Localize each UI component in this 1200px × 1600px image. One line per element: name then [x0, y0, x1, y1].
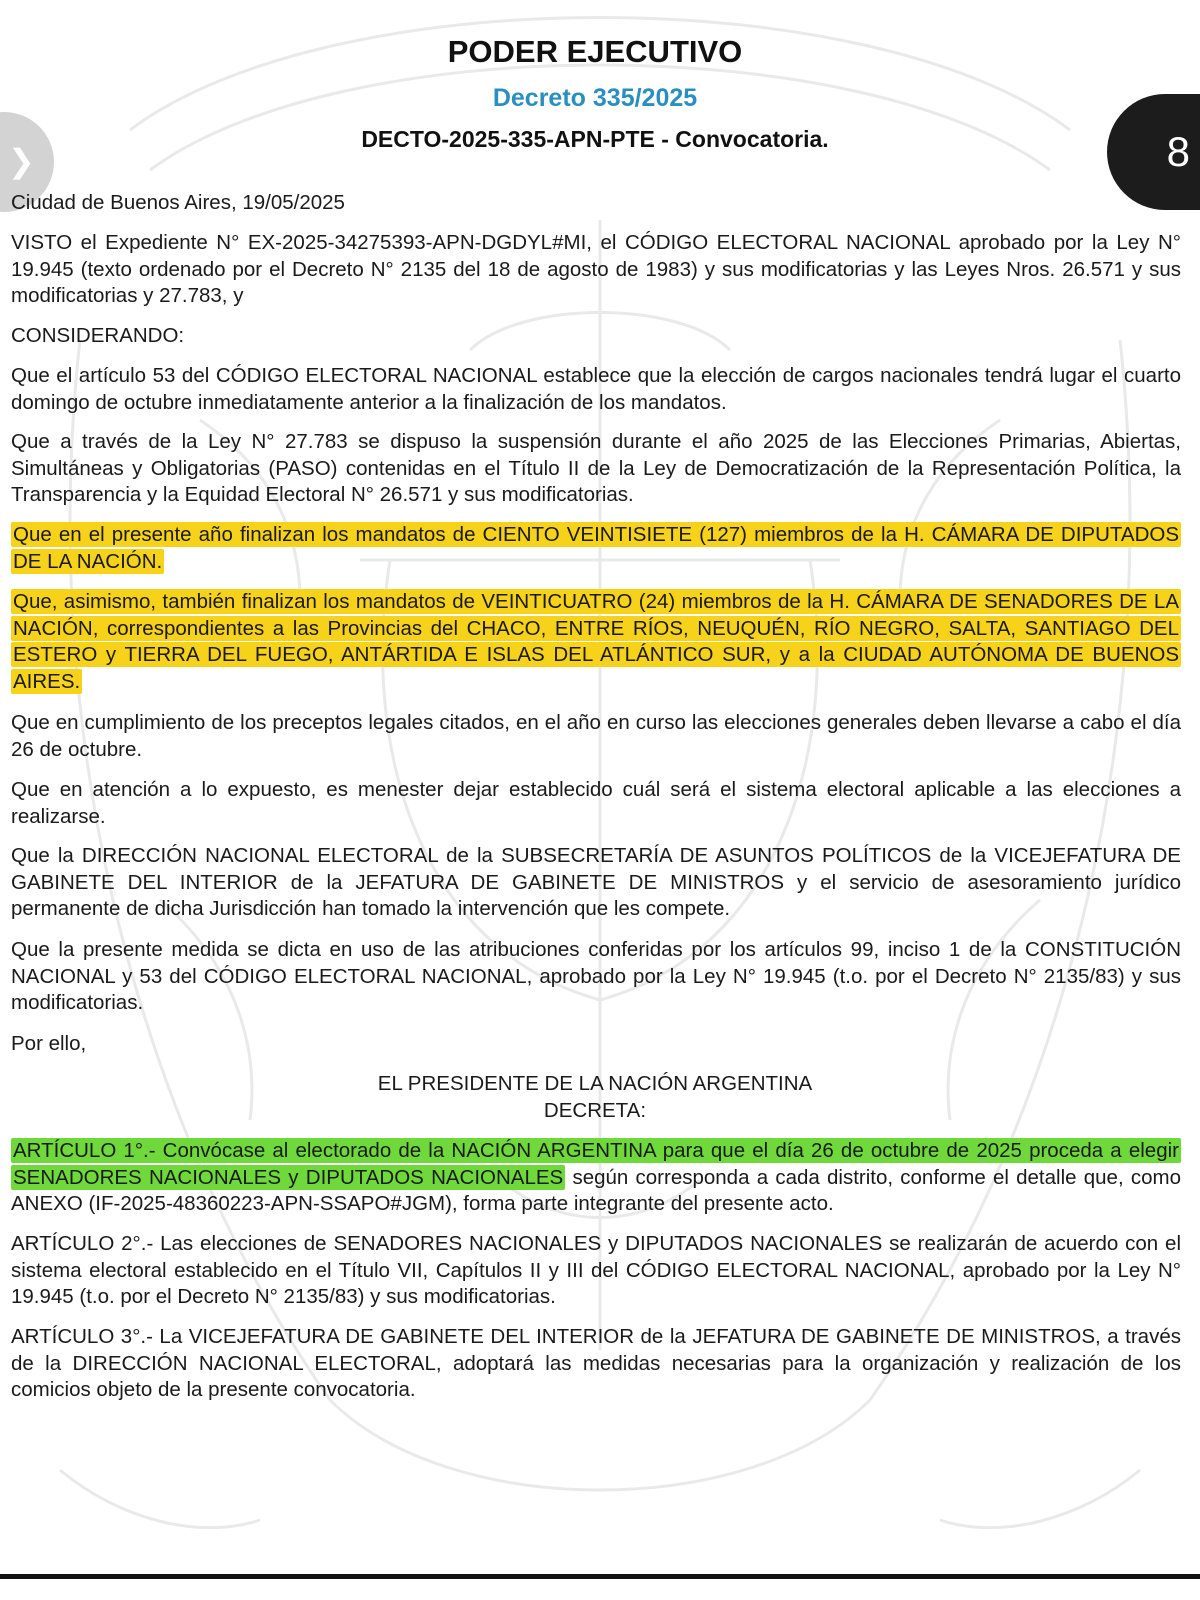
place-date: Ciudad de Buenos Aires, 19/05/2025 — [11, 191, 345, 214]
considerando-paragraph-1: Que el artículo 53 del CÓDIGO ELECTORAL NACIONAL establece que la elección de cargos nacionales tendrá lugar el cuarto domingo de octubre inmediatamente anterior a la finalización de los mandatos. — [11, 364, 1181, 414]
decree-code: DECTO-2025-335-APN-PTE - Convocatoria. — [361, 126, 829, 152]
visto-paragraph: VISTO el Expediente N° EX-2025-34275393-APN-DGDYL#MI, el CÓDIGO ELECTORAL NACIONAL aprobado por la Ley N° 19.945 (texto ordenado por el Decreto N° 2135 del 18 de agosto de 1983) y sus modificatorias y las Leyes Nros. 26.571 y sus modificatorias y 27.783, y — [11, 231, 1181, 307]
president-heading: EL PRESIDENTE DE LA NACIÓN ARGENTINA — [377, 1072, 813, 1095]
articulo-1 — [11, 1138, 1181, 1218]
page-number: 8 — [1166, 128, 1190, 175]
considerando-paragraph-7: Que la DIRECCIÓN NACIONAL ELECTORAL de la SUBSECRETARÍA DE ASUNTOS POLÍTICOS de la VICEJEFATURA DE GABINETE DEL INTERIOR de la JEFATURA DE GABINETE DE MINISTROS y el servicio de asesoramiento jurídico permanente de dicha Jurisdicción han tomado la intervención que les compete. — [11, 844, 1181, 920]
highlight-senadores: Que, asimismo, también finalizan los mandatos de VEINTICUATRO (24) miembros de la H. CÁMARA DE SENADORES DE LA NACIÓN, correspondientes a las Provincias del CHACO, ENTRE RÍOS, NEUQUÉN, RÍO NEGRO, SALTA, SANTIAGO DEL ESTERO y TIERRA DEL FUEGO, ANTÁRTIDA E ISLAS DEL ATLÁNTICO SUR, y a la CIUDAD AUTÓNOMA DE BUENOS AIRES. — [13, 590, 1179, 693]
articulo-3: ARTÍCULO 3°.- La VICEJEFATURA DE GABINETE DEL INTERIOR de la JEFATURA DE GABINETE DE MINISTROS, a través de la DIRECCIÓN NACIONAL ELECTORAL, adoptará las medidas necesarias para la organización y realización de los comicios objeto de la presente convocatoria. — [11, 1325, 1181, 1401]
page-title: PODER EJECUTIVO — [447, 34, 743, 69]
por-ello: Por ello, — [11, 1032, 87, 1055]
bottom-divider — [0, 1574, 1200, 1579]
considerando-paragraph-6: Que en atención a lo expuesto, es menester dejar establecido cuál será el sistema electoral aplicable a las elecciones a realizarse. — [11, 778, 1181, 828]
highlight-diputados: Que en el presente año finalizan los mandatos de CIENTO VEINTISIETE (127) miembros de la H. CÁMARA DE DIPUTADOS DE LA NACIÓN. — [13, 523, 1179, 573]
considerando-paragraph-8: Que la presente medida se dicta en uso de las atribuciones conferidas por los artículos 99, inciso 1 de la CONSTITUCIÓN NACIONAL y 53 del CÓDIGO ELECTORAL NACIONAL, aprobado por la Ley N° 19.945 (t.o. por el Decreto N° 2135/83) y sus modificatorias. — [11, 938, 1181, 1014]
considerando-paragraph-4 — [11, 589, 1181, 695]
considerando-label: CONSIDERANDO: — [11, 324, 185, 347]
back-chevron-icon: ❯ — [8, 142, 35, 180]
decree-number: Decreto 335/2025 — [492, 84, 698, 112]
articulo-1-rest: según corresponda a cada distrito, conforme el detalle que, como ANEXO (IF-2025-48360223-APN-SSAPO#JGM), forma parte integrante del presente acto. — [11, 1165, 1182, 1215]
considerando-paragraph-5: Que en cumplimiento de los preceptos legales citados, en el año en curso las elecciones generales deben llevarse a cabo el día 26 de octubre. — [11, 711, 1181, 761]
considerando-paragraph-2: Que a través de la Ley N° 27.783 se dispuso la suspensión durante el año 2025 de las Elecciones Primarias, Abiertas, Simultáneas y Obligatorias (PASO) contenidas en el Título II de la Ley de Democratización de la Representación Política, la Transparencia y la Equidad Electoral N° 26.571 y sus modificatorias. — [11, 430, 1181, 506]
considerando-paragraph-3 — [11, 522, 1181, 575]
decreta-heading: DECRETA: — [543, 1099, 647, 1122]
articulo-2: ARTÍCULO 2°.- Las elecciones de SENADORES NACIONALES y DIPUTADOS NACIONALES se realizarán de acuerdo con el sistema electoral establecido en el Título VII, Capítulos II y III del CÓDIGO ELECTORAL NACIONAL, aprobado por la Ley N° 19.945 (t.o. por el Decreto N° 2135/83) y sus modificatorias. — [11, 1232, 1181, 1308]
highlight-articulo-1: ARTÍCULO 1°.- Convócase al electorado de la NACIÓN ARGENTINA para que el día 26 de octubre de 2025 proceda a elegir SENADORES NACIONALES y DIPUTADOS NACIONALES — [13, 1139, 1179, 1189]
